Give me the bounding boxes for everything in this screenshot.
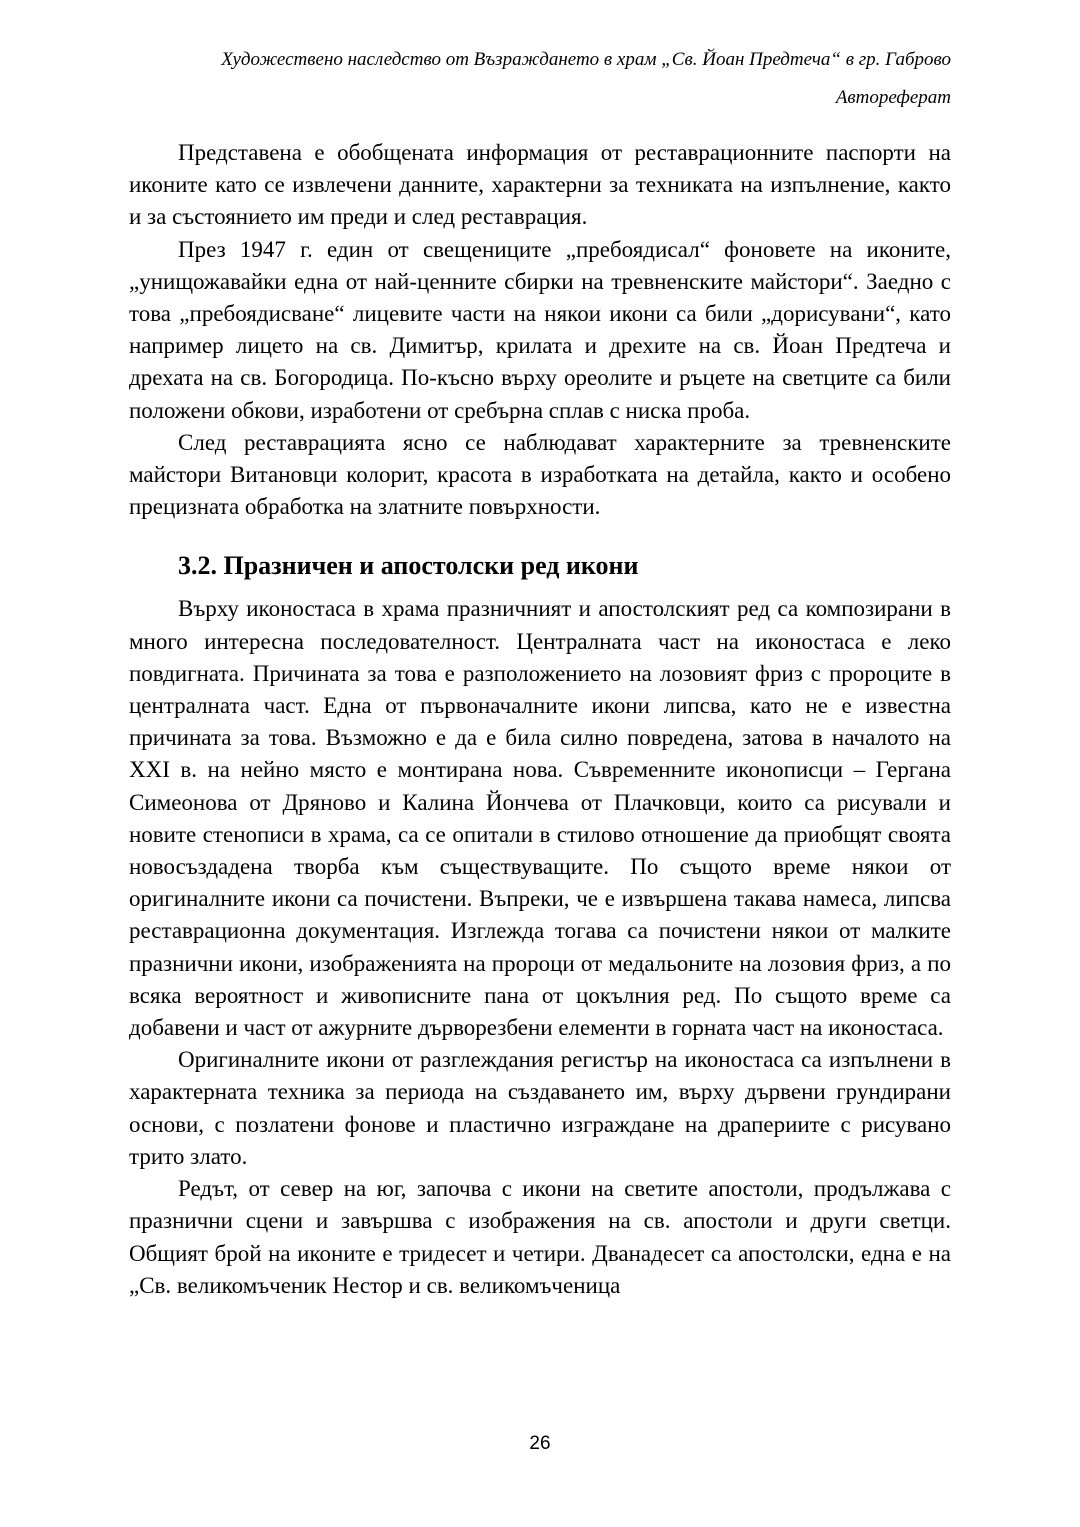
paragraph-after-restoration: След реставрацията ясно се наблюдават характерните за тревненските майстори Витановци колорит, красота в изработката на детайла, както и особено прецизната обработка на златните повърхности. xyxy=(129,429,951,520)
running-title: Художествено наследство от Възраждането в храм „Св. Йоан Предтеча“ в гр. Габрово xyxy=(221,49,951,70)
paragraph-original-icons-technique: Оригиналните икони от разглеждания регистър на иконостаса са изпълнени в характерната техника за периода на създаването им, върху дървени грундирани основи, с позлатени фонове и пластично изграждане на драпериите с рисувано трито злато. xyxy=(129,1047,951,1169)
paragraph-restoration-passports: Представена е обобщената информация от реставрационните паспорти на иконите като се извлечени данните, характерни за техниката на изпълнение, както и за състоянието им преди и след реставрация. xyxy=(129,140,951,230)
paragraph-1947-repainting: През 1947 г. един от свещениците „пребоядисал“ фоновете на иконите, „унищожавайки една от най-ценните сбирки на тревненските майстори“. Заедно с това „пребоядисване“ лицевите части на някои икони са били „дорисувани“, като например лицето на св. Димитър, крилата и дрехите на св. Йоан Предтеча и дрехата на св. Богородица. По-късно върху ореолите и ръцете на светците са били положени обкови, изработени от сребърна сплав с ниска проба. xyxy=(129,236,951,423)
section-heading: 3.2. Празничен и апостолски ред икони xyxy=(178,551,639,581)
paragraph-iconostasis-rows: Върху иконостаса в храма празничният и апостолският ред са композирани в много интересна последователност. Централната част на иконостаса е леко повдигната. Причината за това е разположението на лозовият фриз с пророците в централната част. Една от първоначалните икони липсва, като не е известна причината за това. Възможно е да е била силно повредена, затова в началото на XXI в. на нейно място е монтирана нова. Съвременните иконописци – Гергана Симеонова от Дряново и Калина Йончева от Плачковци, които са рисували и новите стенописи в храма, са се опитали в стилово отношение да приобщят своята новосъздадена творба към съществуващите. По същото време някои от оригиналните икони са почистени. Въпреки, че е извършена такава намеса, липсва реставрационна документация. Изглежда тогава са почистени някои от малките празнични икони, изображенията на пророци от медальоните на лозовия фриз, а по всяка вероятност и живописните пана от цокълния ред. По същото време са добавени и част от ажурните дърворезбени елементи в горната част на иконостаса. xyxy=(129,596,951,1041)
paragraph-row-north-to-south: Редът, от север на юг, започва с икони на светите апостоли, продължава с празнични сцени и завършва с изображения на св. апостоли и други светци. Общият брой на иконите е тридесет и четири. Дванадесет са апостолски, една е на „Св. великомъченик Нестор и св. великомъченица xyxy=(129,1176,951,1298)
document-type-label: Автореферат xyxy=(835,87,951,108)
page-header xyxy=(129,48,951,110)
page-number: 26 xyxy=(529,1433,551,1454)
page-content xyxy=(129,48,951,1302)
body-text xyxy=(129,137,951,1302)
